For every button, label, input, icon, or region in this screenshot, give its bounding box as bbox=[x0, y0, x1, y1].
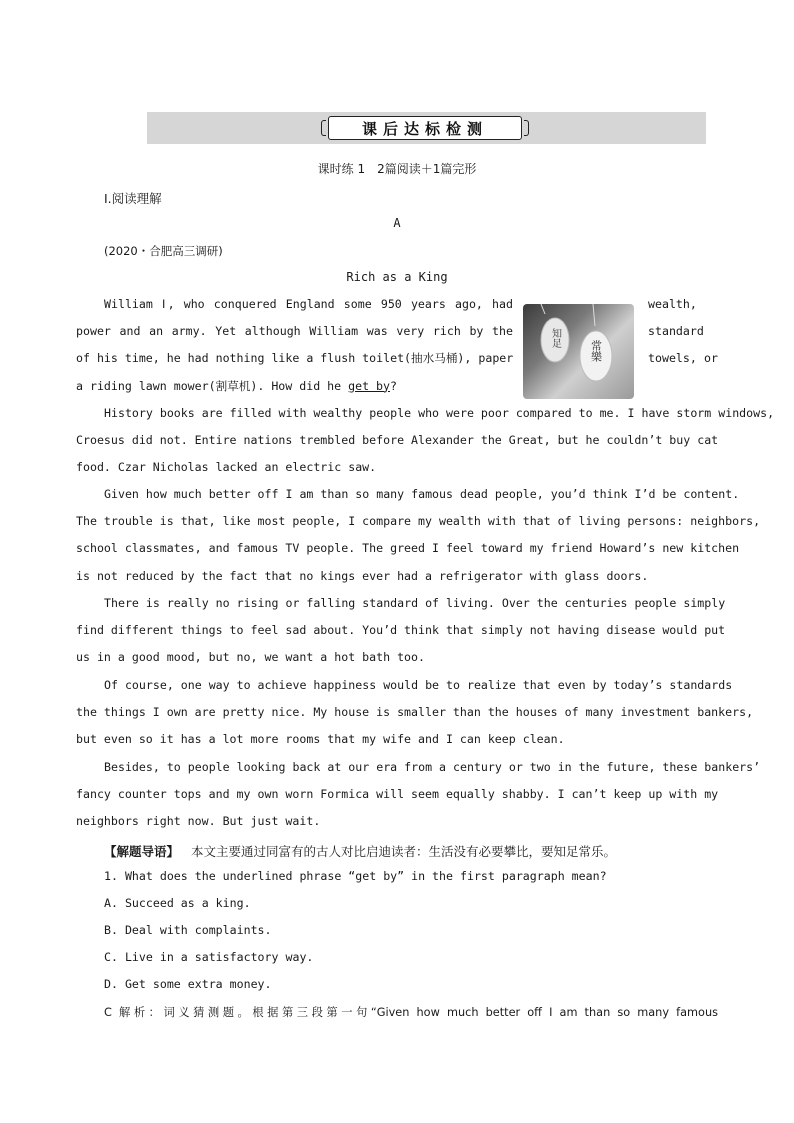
option-c: C. Live in a satisfactory way. bbox=[104, 950, 314, 964]
section-heading: Ⅰ.阅读理解 bbox=[104, 191, 162, 206]
paragraph-2: History books are filled with wealthy people who were poor compared to me. I have storm windows, Croesus did not. Entire nations trembled before Alexander the Great, but he couldn’t buy cat food. Czar Nicholas lacked an electric saw. bbox=[76, 406, 775, 475]
option-d: D. Get some extra money. bbox=[104, 977, 272, 991]
image-caption-left: 知足 bbox=[549, 328, 561, 348]
guide-label: 【解题导语】 bbox=[104, 844, 180, 859]
section-banner bbox=[147, 112, 706, 144]
zhizu-changle-image bbox=[523, 304, 634, 399]
paragraph-5: Of course, one way to achieve happiness would be to realize that even by today’s standards the things I own are pretty nice. My house is smaller than the houses of many investment bankers, but even so it has a lot more rooms that my wife and I can keep clean. bbox=[76, 678, 754, 747]
passage-letter: A bbox=[393, 216, 401, 230]
question-1-stem: 1. What does the underlined phrase “get by” in the first paragraph mean? bbox=[104, 869, 607, 883]
answer-explanation: C 解析：词义猜测题。根据第三段第一句“Given how much better off I am than so many famous bbox=[104, 1006, 718, 1019]
option-a: A. Succeed as a king. bbox=[104, 896, 251, 910]
paragraph-1: William Ⅰ, who conquered England some 950 years ago, had wealth, power and an army. Yet although William was very rich by the standard of his time, he had nothing like a flush toilet(抽水马桶), paper towels, or a riding lawn mower(割草机). How did he get by? bbox=[76, 297, 718, 393]
paragraph-3: Given how much better off I am than so many famous dead people, you’d think I’d be content. The trouble is that, like most people, I compare my wealth with that of living persons: neighbors, school classmates, and famous TV people. The greed I feel toward my friend Howard’s new kitchen is not reduced by the fact that no kings ever had a refrigerator with glass doors. bbox=[76, 487, 761, 583]
passage-title: Rich as a King bbox=[346, 270, 448, 284]
image-caption-right: 常樂 bbox=[589, 340, 603, 362]
passage-source: (2020・合肥高三调研) bbox=[104, 244, 223, 258]
option-b: B. Deal with complaints. bbox=[104, 923, 272, 937]
lesson-title: 课时练 1 2篇阅读＋1篇完形 bbox=[317, 162, 477, 176]
banner-title: 课后达标检测 bbox=[328, 116, 522, 140]
paragraph-6: Besides, to people looking back at our era from a century or two in the future, these bankers’ fancy counter tops and my own worn Formica will seem equally shabby. I can’t keep up with my neighbors right now. But just wait. bbox=[76, 760, 761, 829]
paragraph-4: There is really no rising or falling standard of living. Over the centuries people simply find different things to feel sad about. You’d think that simply not having disease would put us in a good mood, but no, we want a hot bath too. bbox=[76, 596, 726, 665]
guide-text: 本文主要通过同富有的古人对比启迪读者：生活没有必要攀比，要知足常乐。 bbox=[191, 844, 617, 859]
guide bbox=[104, 842, 616, 860]
underlined-phrase: get by bbox=[348, 378, 390, 393]
